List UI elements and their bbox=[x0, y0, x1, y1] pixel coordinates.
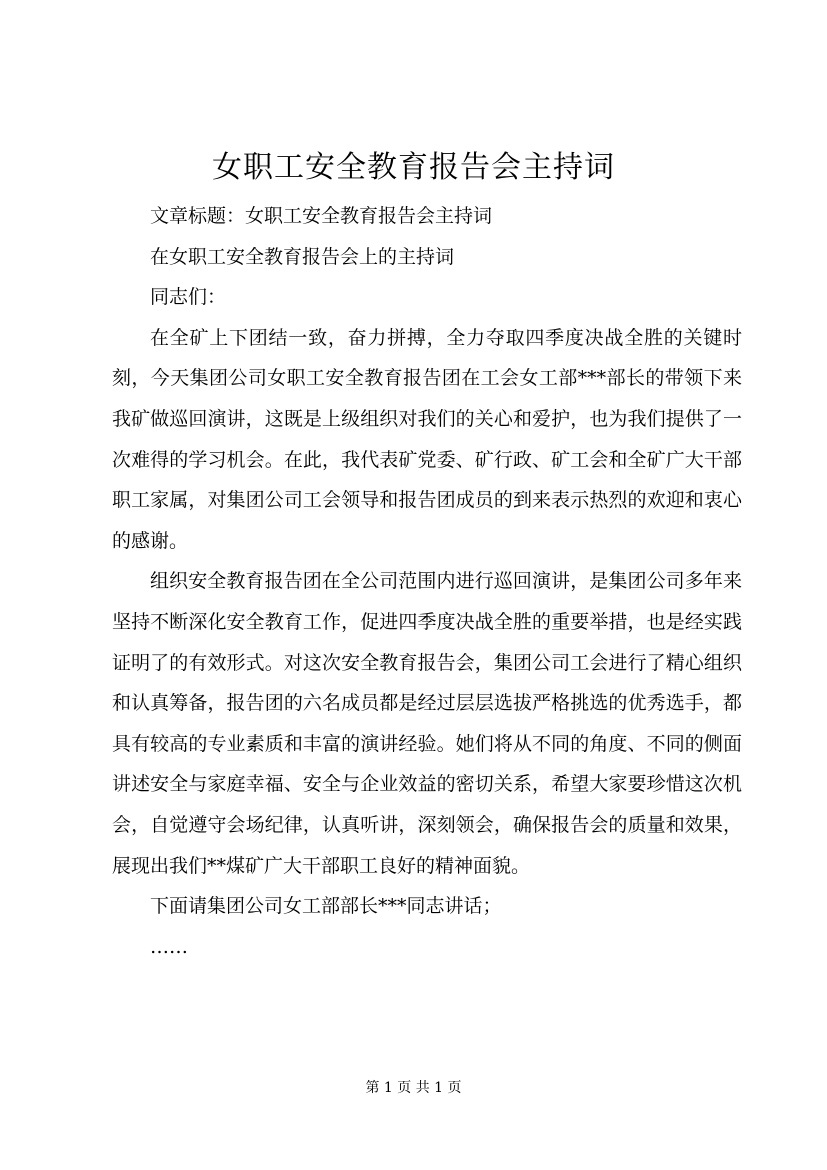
body-paragraph: 组织安全教育报告团在全公司范围内进行巡回演讲，是集团公司多年来坚持不断深化安全教育工作，促进四季度决战全胜的重要举措，也是经实践证明了的有效形式。对这次安全教育报告会，集团公司工会进行了精心组织和认真筹备，报告团的六名成员都是经过层层选拔严格挑选的优秀选手，都具有较高的专业素质和丰富的演讲经验。她们将从不同的角度、不同的侧面讲述安全与家庭幸福、安全与企业效益的密切关系，希望大家要珍惜这次机会，自觉遵守会场纪律，认真听讲，深刻领会，确保报告会的质量和效果，展现出我们**煤矿广大干部职工良好的精神面貌。 bbox=[112, 570, 742, 877]
document-title: 女职工安全教育报告会主持词 bbox=[212, 150, 615, 185]
article-title-line: 文章标题：女职工安全教育报告会主持词 bbox=[150, 205, 493, 227]
ellipsis-line: …… bbox=[150, 935, 188, 958]
page-footer: 第 1 页 共 1 页 bbox=[365, 1080, 462, 1096]
subtitle-line: 在女职工安全教育报告会上的主持词 bbox=[150, 245, 455, 268]
document-body bbox=[112, 196, 742, 967]
body-paragraph: 在全矿上下团结一致，奋力拼搏，全力夺取四季度决战全胜的关键时刻，今天集团公司女职工安全教育报告团在工会女工部***部长的带领下来我矿做巡回演讲，这既是上级组织对我们的关心和爱护，也为我们提供了一次难得的学习机会。在此，我代表矿党委、矿行政、矿工会和全矿广大干部职工家属，对集团公司工会领导和报告团成员的到来表示热烈的欢迎和衷心的感谢。 bbox=[112, 326, 742, 552]
salutation: 同志们： bbox=[150, 286, 227, 309]
body-paragraph: 下面请集团公司女工部部长***同志讲话； bbox=[150, 895, 502, 918]
